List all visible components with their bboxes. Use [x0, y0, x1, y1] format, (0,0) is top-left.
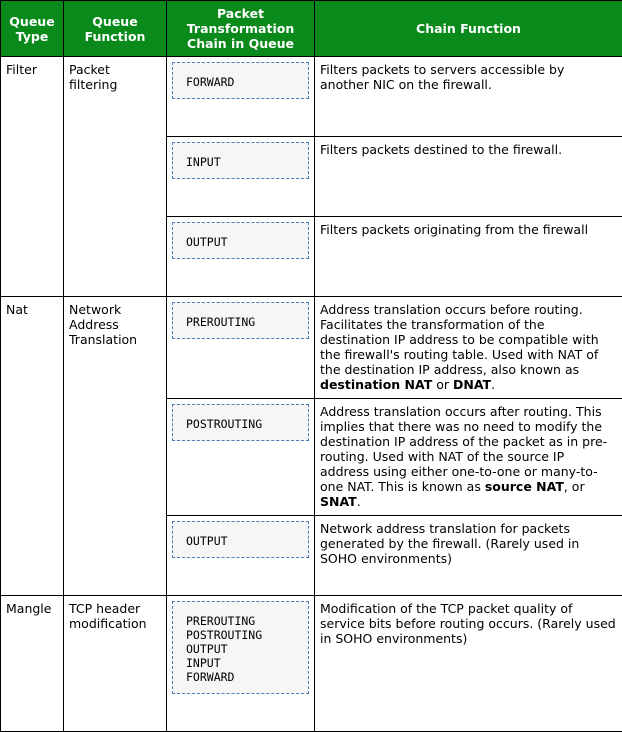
table-row: [1, 57, 622, 137]
header-chain-function: Chain Function: [315, 1, 622, 57]
emphasis-text: source NAT: [484, 479, 564, 494]
chain-code-box: OUTPUT: [172, 521, 309, 558]
nat-output-chain-cell: [167, 516, 315, 596]
nat-prerouting-desc: Address translation occurs before routing. Facilitates the transformation of the destination IP address to be compatible with the firewall's routing table. Used with NAT of the destination IP address, also known as destination NAT or DNAT.: [315, 297, 622, 399]
filter-output-chain-cell: [167, 217, 315, 297]
chain-line: INPUT: [186, 656, 221, 670]
chain-line: FORWARD: [186, 670, 235, 684]
header-chain-in-queue: Packet Transformation Chain in Queue: [167, 1, 315, 57]
nat-postrouting-desc: Address translation occurs after routing. This implies that there was no need to modify the destination IP address of the packet as in pre-routing. Used with NAT of the source IP address using either one-to-one or many-to-one NAT. This is known as source NAT, or SNAT.: [315, 399, 622, 516]
emphasis-text: SNAT: [320, 494, 357, 509]
chain-code-box: OUTPUT: [172, 222, 309, 259]
mangle-desc: Modification of the TCP packet quality of service bits before routing occurs. (Rarely used in SOHO environments): [315, 596, 622, 732]
nat-function-cell: Network Address Translation: [64, 297, 167, 596]
filter-function-cell: Packet filtering: [64, 57, 167, 297]
nat-type-cell: Nat: [1, 297, 64, 596]
chain-code-box: FORWARD: [172, 62, 309, 99]
header-row: [1, 1, 622, 57]
table-row: [1, 297, 622, 399]
header-queue-function: Queue Function: [64, 1, 167, 57]
chain-code-box: INPUT: [172, 142, 309, 179]
emphasis-text: DNAT: [452, 377, 492, 392]
chain-line: OUTPUT: [186, 642, 228, 656]
filter-input-chain-cell: [167, 137, 315, 217]
chain-code-box: [172, 601, 309, 694]
filter-forward-chain-cell: [167, 57, 315, 137]
emphasis-text: destination NAT: [320, 377, 433, 392]
filter-forward-desc: Filters packets to servers accessible by another NIC on the firewall.: [315, 57, 622, 137]
mangle-chain-cell: [167, 596, 315, 732]
filter-output-desc: Filters packets originating from the firewall: [315, 217, 622, 297]
filter-type-cell: Filter: [1, 57, 64, 297]
chain-line: PREROUTING: [186, 614, 256, 628]
mangle-function-cell: TCP header modification: [64, 596, 167, 732]
nat-postrouting-chain-cell: [167, 399, 315, 516]
chain-line: POSTROUTING: [186, 628, 263, 642]
filter-input-desc: Filters packets destined to the firewall.: [315, 137, 622, 217]
chain-code-box: POSTROUTING: [172, 404, 309, 441]
chain-code-box: PREROUTING: [172, 302, 309, 339]
mangle-type-cell: Mangle: [1, 596, 64, 732]
table-row: [1, 596, 622, 732]
nat-output-desc: Network address translation for packets generated by the firewall. (Rarely used in SOHO environments): [315, 516, 622, 596]
nat-prerouting-chain-cell: [167, 297, 315, 399]
header-queue-type: Queue Type: [1, 1, 64, 57]
